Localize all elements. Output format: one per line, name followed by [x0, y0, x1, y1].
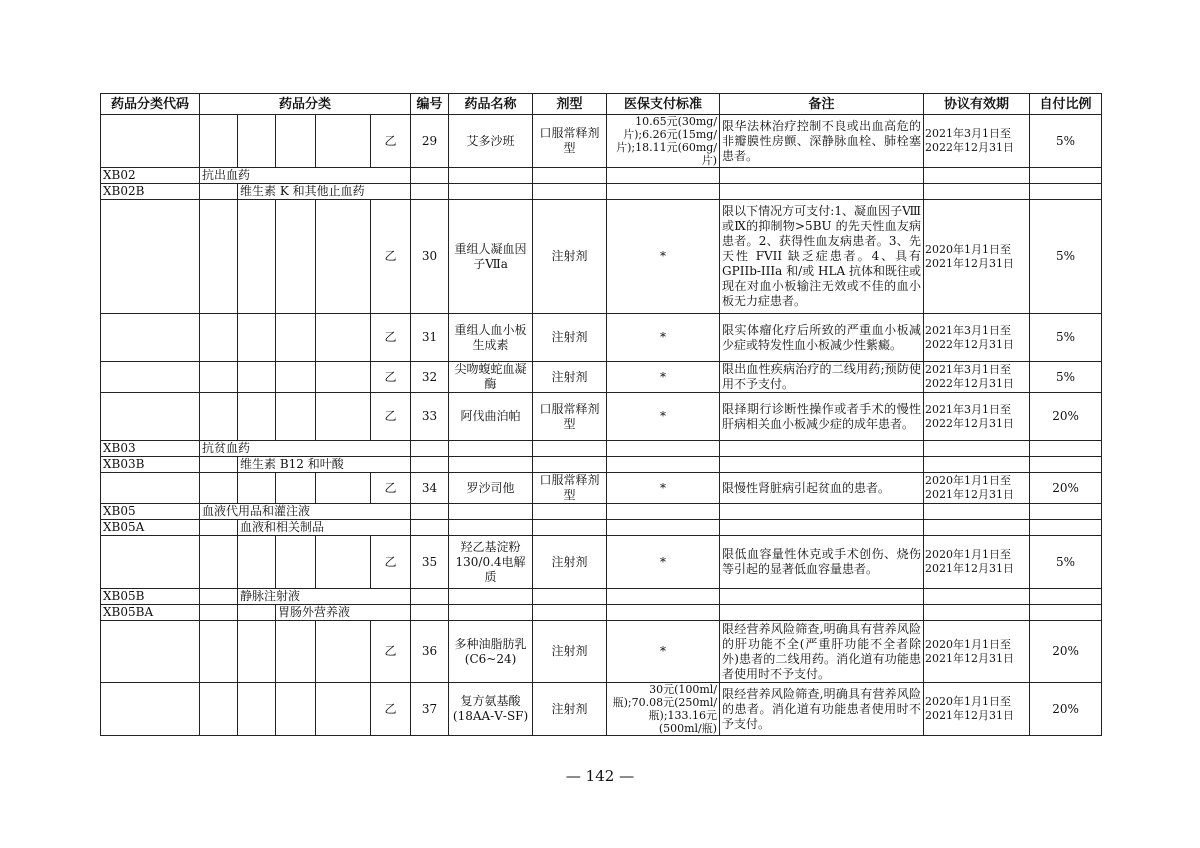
header-category: 药品分类 [200, 94, 411, 115]
empty-cell [449, 184, 533, 200]
drug-remark: 限经营养风险筛查,明确具有营养风险的患者。消化道有功能患者使用时不予支付。 [720, 683, 924, 736]
drug-remark: 限以下情况方可支付:1、凝血因子Ⅷ或Ⅸ的抑制物>5BU 的先天性血友病患者。2、获得性血友病患者。3、先天性 FVII 缺乏症患者。4、具有 GPIIb-IIIa 和/或 HLA 抗体和既往或现在对血小板输注无效或不佳的血小板无力症患者。 [720, 200, 924, 314]
drug-number: 32 [411, 362, 449, 393]
validity-start: 2021年3月1日至 [925, 127, 1012, 140]
category-spacer [200, 589, 238, 605]
drug-number: 30 [411, 200, 449, 314]
empty-cell [607, 520, 720, 536]
empty-cell [1030, 589, 1102, 605]
category-code [101, 536, 200, 589]
drug-remark: 限低血容量性休克或手术创伤、烧伤等引起的显著低血容量患者。 [720, 536, 924, 589]
empty-cell [607, 504, 720, 520]
validity-end: 2021年12月31日 [925, 256, 1015, 270]
header-ratio: 自付比例 [1030, 94, 1102, 115]
category-code [101, 393, 200, 441]
drug-ratio: 5% [1030, 115, 1102, 168]
drug-form: 口服常释剂型 [533, 393, 607, 441]
empty-cell [411, 605, 449, 621]
empty-cell [720, 504, 924, 520]
category-spacer [316, 536, 371, 589]
empty-cell [607, 168, 720, 184]
drug-validity [924, 683, 1030, 736]
category-label: 维生素 B12 和叶酸 [238, 457, 411, 473]
category-row [101, 441, 1102, 457]
header-validity: 协议有效期 [924, 94, 1030, 115]
category-spacer [238, 200, 276, 314]
category-spacer [200, 473, 238, 504]
drug-ratio: 5% [1030, 362, 1102, 393]
category-spacer [200, 621, 238, 683]
empty-cell [1030, 504, 1102, 520]
empty-cell [720, 605, 924, 621]
category-spacer [200, 605, 238, 621]
drug-row [101, 683, 1102, 736]
drug-level: 乙 [371, 115, 411, 168]
drug-form: 注射剂 [533, 621, 607, 683]
drug-remark: 限实体瘤化疗后所致的严重血小板减少症或特发性血小板减少性紫癜。 [720, 314, 924, 362]
validity-end: 2021年12月31日 [925, 562, 1015, 575]
category-spacer [238, 621, 276, 683]
empty-cell [449, 589, 533, 605]
drug-standard: * [607, 536, 720, 589]
category-spacer [276, 683, 316, 736]
empty-cell [607, 441, 720, 457]
empty-cell [1030, 457, 1102, 473]
category-label: 胃肠外营养液 [276, 605, 411, 621]
empty-cell [720, 441, 924, 457]
category-spacer [316, 621, 371, 683]
empty-cell [924, 589, 1030, 605]
empty-cell [1030, 605, 1102, 621]
category-spacer [276, 200, 316, 314]
category-code: XB05A [101, 520, 200, 536]
drug-validity [924, 473, 1030, 504]
category-code: XB02 [101, 168, 200, 184]
category-spacer [276, 536, 316, 589]
drug-row [101, 200, 1102, 314]
category-label: 抗贫血药 [200, 441, 411, 457]
drug-table [100, 93, 1102, 736]
drug-ratio: 20% [1030, 393, 1102, 441]
validity-start: 2020年1月1日至 [925, 242, 1012, 256]
category-spacer [316, 362, 371, 393]
empty-cell [924, 184, 1030, 200]
category-spacer [200, 457, 238, 473]
category-code [101, 314, 200, 362]
category-row [101, 605, 1102, 621]
drug-row [101, 115, 1102, 168]
header-remark: 备注 [720, 94, 924, 115]
category-row [101, 589, 1102, 605]
drug-level: 乙 [371, 536, 411, 589]
drug-ratio: 20% [1030, 473, 1102, 504]
drug-row [101, 473, 1102, 504]
drug-remark: 限华法林治疗控制不良或出血高危的非瓣膜性房颤、深静脉血栓、肺栓塞患者。 [720, 115, 924, 168]
validity-end: 2022年12月31日 [925, 337, 1015, 351]
empty-cell [720, 168, 924, 184]
drug-ratio: 5% [1030, 314, 1102, 362]
category-row [101, 168, 1102, 184]
drug-form: 口服常释剂型 [533, 473, 607, 504]
category-spacer [200, 200, 238, 314]
category-spacer [316, 200, 371, 314]
empty-cell [607, 184, 720, 200]
category-row [101, 184, 1102, 200]
drug-standard: * [607, 393, 720, 441]
drug-form: 注射剂 [533, 536, 607, 589]
drug-number: 31 [411, 314, 449, 362]
category-code [101, 115, 200, 168]
empty-cell [533, 168, 607, 184]
category-code [101, 473, 200, 504]
empty-cell [720, 457, 924, 473]
category-spacer [200, 536, 238, 589]
drug-ratio: 20% [1030, 683, 1102, 736]
drug-number: 35 [411, 536, 449, 589]
header-standard: 医保支付标准 [607, 94, 720, 115]
drug-standard: * [607, 314, 720, 362]
validity-start: 2021年3月1日至 [925, 363, 1012, 376]
drug-number: 29 [411, 115, 449, 168]
empty-cell [533, 441, 607, 457]
drug-level: 乙 [371, 621, 411, 683]
drug-level: 乙 [371, 683, 411, 736]
validity-start: 2020年1月1日至 [925, 637, 1012, 651]
drug-name: 重组人凝血因子Ⅶa [449, 200, 533, 314]
empty-cell [1030, 184, 1102, 200]
drug-number: 37 [411, 683, 449, 736]
empty-cell [533, 504, 607, 520]
empty-cell [411, 441, 449, 457]
category-spacer [200, 520, 238, 536]
empty-cell [411, 184, 449, 200]
header-code: 药品分类代码 [101, 94, 200, 115]
drug-ratio: 5% [1030, 200, 1102, 314]
empty-cell [1030, 168, 1102, 184]
table-body [101, 115, 1102, 736]
drug-form: 注射剂 [533, 683, 607, 736]
drug-name: 艾多沙班 [449, 115, 533, 168]
drug-standard: 10.65元(30mg/片);6.26元(15mg/片);18.11元(60mg/片) [607, 115, 720, 168]
drug-number: 33 [411, 393, 449, 441]
drug-name: 多种油脂肪乳(C6~24) [449, 621, 533, 683]
empty-cell [924, 457, 1030, 473]
empty-cell [533, 457, 607, 473]
category-row [101, 457, 1102, 473]
validity-end: 2021年12月31日 [925, 651, 1015, 665]
category-spacer [238, 362, 276, 393]
drug-name: 复方氨基酸(18AA-Ⅴ-SF) [449, 683, 533, 736]
empty-cell [411, 504, 449, 520]
empty-cell [924, 168, 1030, 184]
empty-cell [607, 589, 720, 605]
drug-level: 乙 [371, 200, 411, 314]
header-name: 药品名称 [449, 94, 533, 115]
drug-name: 阿伐曲泊帕 [449, 393, 533, 441]
validity-end: 2022年12月31日 [925, 141, 1015, 154]
category-spacer [276, 314, 316, 362]
category-spacer [316, 683, 371, 736]
category-spacer [238, 536, 276, 589]
category-code [101, 621, 200, 683]
drug-form: 口服常释剂型 [533, 115, 607, 168]
drug-ratio: 20% [1030, 621, 1102, 683]
drug-validity [924, 115, 1030, 168]
category-spacer [316, 393, 371, 441]
empty-cell [607, 457, 720, 473]
drug-level: 乙 [371, 393, 411, 441]
category-spacer [316, 473, 371, 504]
drug-name: 重组人血小板生成素 [449, 314, 533, 362]
category-spacer [316, 314, 371, 362]
drug-level: 乙 [371, 362, 411, 393]
drug-ratio: 5% [1030, 536, 1102, 589]
empty-cell [924, 504, 1030, 520]
drug-name: 羟乙基淀粉130/0.4电解质 [449, 536, 533, 589]
category-spacer [238, 683, 276, 736]
category-code: XB05B [101, 589, 200, 605]
header-number: 编号 [411, 94, 449, 115]
category-spacer [238, 393, 276, 441]
header-form: 剂型 [533, 94, 607, 115]
drug-level: 乙 [371, 314, 411, 362]
category-spacer [238, 473, 276, 504]
drug-validity [924, 536, 1030, 589]
validity-start: 2021年3月1日至 [925, 402, 1012, 416]
category-code: XB05BA [101, 605, 200, 621]
drug-validity [924, 393, 1030, 441]
category-label: 血液代用品和灌注液 [200, 504, 411, 520]
drug-row [101, 621, 1102, 683]
category-spacer [238, 314, 276, 362]
category-spacer [276, 393, 316, 441]
empty-cell [411, 457, 449, 473]
drug-level: 乙 [371, 473, 411, 504]
empty-cell [924, 441, 1030, 457]
category-code: XB05 [101, 504, 200, 520]
validity-start: 2020年1月1日至 [925, 474, 1012, 487]
category-spacer [276, 473, 316, 504]
category-spacer [200, 683, 238, 736]
drug-row [101, 393, 1102, 441]
page-number: — 142 — [565, 767, 635, 785]
category-label: 血液和相关制品 [238, 520, 411, 536]
empty-cell [533, 605, 607, 621]
category-code: XB03 [101, 441, 200, 457]
empty-cell [449, 520, 533, 536]
empty-cell [411, 168, 449, 184]
empty-cell [720, 589, 924, 605]
drug-standard: * [607, 473, 720, 504]
validity-end: 2021年12月31日 [925, 488, 1015, 501]
empty-cell [924, 520, 1030, 536]
drug-name: 罗沙司他 [449, 473, 533, 504]
category-code [101, 683, 200, 736]
category-label: 抗出血药 [200, 168, 411, 184]
drug-form: 注射剂 [533, 362, 607, 393]
empty-cell [449, 168, 533, 184]
drug-standard: * [607, 200, 720, 314]
empty-cell [607, 605, 720, 621]
drug-validity [924, 362, 1030, 393]
drug-remark: 限慢性肾脏病引起贫血的患者。 [720, 473, 924, 504]
drug-row [101, 314, 1102, 362]
drug-row [101, 536, 1102, 589]
category-spacer [200, 115, 238, 168]
drug-row [101, 362, 1102, 393]
validity-start: 2021年3月1日至 [925, 323, 1012, 337]
category-row [101, 504, 1102, 520]
validity-end: 2021年12月31日 [925, 709, 1015, 722]
empty-cell [720, 184, 924, 200]
drug-validity [924, 200, 1030, 314]
drug-name: 尖吻蝮蛇血凝酶 [449, 362, 533, 393]
category-spacer [316, 115, 371, 168]
category-label: 维生素 K 和其他止血药 [238, 184, 411, 200]
empty-cell [449, 504, 533, 520]
drug-validity [924, 621, 1030, 683]
empty-cell [533, 520, 607, 536]
category-code [101, 200, 200, 314]
category-spacer [200, 184, 238, 200]
empty-cell [449, 441, 533, 457]
empty-cell [411, 520, 449, 536]
empty-cell [720, 520, 924, 536]
validity-end: 2022年12月31日 [925, 377, 1015, 390]
category-spacer [238, 605, 276, 621]
validity-start: 2020年1月1日至 [925, 548, 1012, 561]
category-spacer [200, 393, 238, 441]
drug-standard: * [607, 621, 720, 683]
category-code: XB02B [101, 184, 200, 200]
validity-end: 2022年12月31日 [925, 416, 1015, 430]
drug-number: 34 [411, 473, 449, 504]
drug-remark: 限出血性疾病治疗的二线用药;预防使用不予支付。 [720, 362, 924, 393]
drug-form: 注射剂 [533, 314, 607, 362]
empty-cell [411, 589, 449, 605]
category-spacer [276, 621, 316, 683]
empty-cell [533, 589, 607, 605]
empty-cell [1030, 441, 1102, 457]
category-label: 静脉注射液 [238, 589, 411, 605]
empty-cell [449, 605, 533, 621]
empty-cell [533, 184, 607, 200]
category-spacer [238, 115, 276, 168]
drug-validity [924, 314, 1030, 362]
category-spacer [276, 362, 316, 393]
drug-form: 注射剂 [533, 200, 607, 314]
category-spacer [200, 362, 238, 393]
drug-remark: 限择期行诊断性操作或者手术的慢性肝病相关血小板减少症的成年患者。 [720, 393, 924, 441]
header-row [101, 94, 1102, 115]
category-code [101, 362, 200, 393]
drug-number: 36 [411, 621, 449, 683]
drug-standard: 30元(100ml/瓶);70.08元(250ml/瓶);133.16元(500ml/瓶) [607, 683, 720, 736]
empty-cell [449, 457, 533, 473]
drug-remark: 限经营养风险筛查,明确具有营养风险的肝功能不全(严重肝功能不全者除外)患者的二线用药。消化道有功能患者使用时不予支付。 [720, 621, 924, 683]
category-spacer [200, 314, 238, 362]
category-code: XB03B [101, 457, 200, 473]
empty-cell [1030, 520, 1102, 536]
category-row [101, 520, 1102, 536]
drug-standard: * [607, 362, 720, 393]
validity-start: 2020年1月1日至 [925, 695, 1012, 708]
empty-cell [924, 605, 1030, 621]
category-spacer [276, 115, 316, 168]
